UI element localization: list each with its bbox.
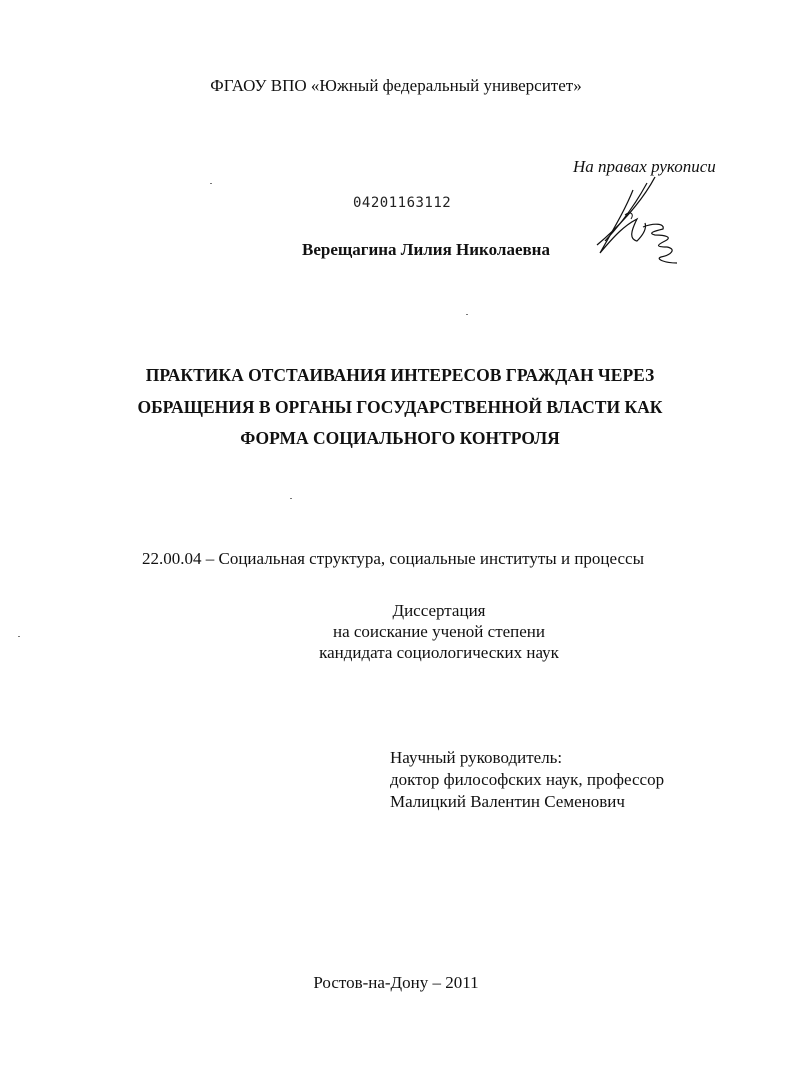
advisor-label: Научный руководитель: (390, 748, 563, 767)
scan-speck (18, 636, 20, 637)
registration-code: 04201163112 (353, 195, 452, 211)
degree-line: Диссертация (392, 601, 486, 620)
scan-speck (290, 498, 292, 499)
degree-line: на соискание ученой степени (332, 622, 546, 641)
title-line: ПРАКТИКА ОТСТАИВАНИЯ ИНТЕРЕСОВ ГРАЖДАН ЧЕРЕЗ (145, 365, 655, 385)
scientific-advisor (390, 747, 664, 813)
advisor-credentials: доктор философских наук, профессор (390, 770, 665, 789)
specialty-code: 22.00.04 – Социальная структура, социальные институты и процессы (142, 549, 645, 568)
dissertation-title (110, 360, 690, 455)
author-name: Верещагина Лилия Николаевна (302, 240, 550, 259)
manuscript-rights-note: На правах рукописи (573, 157, 716, 176)
degree-statement (262, 600, 616, 663)
city-year: Ростов-на-Дону – 2011 (313, 973, 479, 992)
title-line: ФОРМА СОЦИАЛЬНОГО КОНТРОЛЯ (240, 428, 560, 448)
advisor-name: Малицкий Валентин Семенович (390, 792, 625, 811)
university-name: ФГАОУ ВПО «Южный федеральный университет» (210, 76, 582, 95)
title-line: ОБРАЩЕНИЯ В ОРГАНЫ ГОСУДАРСТВЕННОЙ ВЛАСТИ КАК (137, 396, 663, 417)
signature-icon (585, 175, 695, 275)
scan-speck (466, 314, 468, 315)
scan-speck (210, 183, 212, 184)
degree-line: кандидата социологических наук (319, 643, 559, 662)
